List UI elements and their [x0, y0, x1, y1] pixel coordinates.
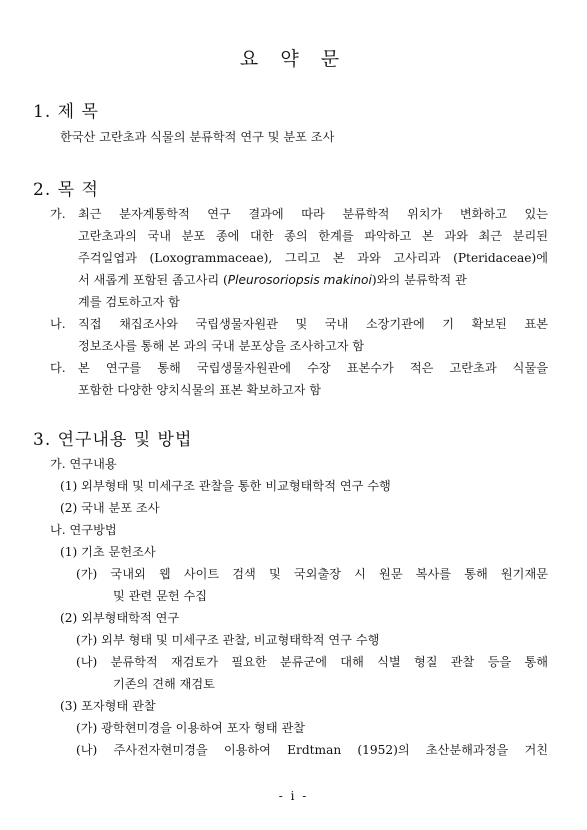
method-1-ga-line-2: 및 관련 문헌 수집	[113, 589, 208, 603]
method-1-title: (1) 기초 문헌조사	[60, 545, 156, 559]
species-name: Pleurosoriopsis makinoi	[227, 273, 372, 287]
section-3-ga-title: 가. 연구내용	[50, 457, 117, 471]
method-2-ga: (가) 외부 형태 및 미세구조 관찰, 비교형태학적 연구 수행	[76, 633, 380, 647]
section-3-na-title: 나. 연구방법	[50, 523, 117, 537]
method-3-ga: (가) 광학현미경을 이용하여 포자 형태 관찰	[76, 721, 306, 735]
section-2-ga-marker: 가.	[50, 207, 66, 221]
section-3-ga-item-2: (2) 국내 분포 조사	[60, 501, 160, 515]
section-2-da-line-2: 포함한 다양한 양치식물의 표본 확보하고자 함	[78, 383, 322, 397]
method-3-title: (3) 포자형태 관찰	[60, 699, 156, 713]
section-3-ga-item-1: (1) 외부형태 및 미세구조 관찰을 통한 비교형태학적 연구 수행	[60, 479, 391, 493]
section-1-text: 한국산 고란초과 식물의 분류학적 연구 및 분포 조사	[60, 130, 335, 144]
section-2-na-marker: 나.	[50, 317, 66, 331]
method-2-na-line-1: (나) 분류학적 재검토가 필요한 분류군에 대해 식별 형질 관찰 등을 통해	[76, 655, 548, 669]
section-2-heading: 2. 목 적	[33, 180, 99, 200]
section-2-na-line-1: 직접 채집조사와 국립생물자원관 및 국내 소장기관에 기 확보된 표본	[78, 317, 548, 331]
section-2-ga-line-2: 고란초과의 국내 분포 종에 대한 종의 한계를 파악하고 본 과와 최근 분리된	[78, 229, 548, 243]
section-2-ga-line-3: 주걱일엽과 (Loxogrammaceae), 그리고 본 과와 고사리과 (Pteridaceae)에	[78, 251, 548, 265]
method-2-na-line-2: 기존의 견해 재검토	[113, 677, 215, 691]
section-2-ga-line-5: 계를 검토하고자 함	[78, 295, 180, 309]
page-number: - i -	[278, 789, 309, 803]
method-2-title: (2) 외부형태학적 연구	[60, 611, 180, 625]
section-2-da-line-1: 본 연구를 통해 국립생물자원관에 수장 표본수가 적은 고란초과 식물을	[78, 361, 548, 375]
section-2-ga-line-4	[78, 274, 548, 286]
section-3-heading: 3. 연구내용 및 방법	[33, 430, 193, 450]
section-2-ga-line-1: 최근 분자계통학적 연구 결과에 따라 분류학적 위치가 변화하고 있는	[78, 207, 548, 221]
method-1-ga-line-1: (가) 국내외 웹 사이트 검색 및 국외출장 시 원문 복사를 통해 원기재문	[76, 567, 548, 581]
page-title: 요 약 문	[239, 48, 348, 70]
method-3-na: (나) 주사전자현미경을 이용하여 Erdtman (1952)의 초산분해과정을 거친	[76, 743, 548, 757]
section-2-da-marker: 다.	[50, 361, 66, 375]
section-2-ga-line-4-pre: 서 새롭게 포함된 좀고사리 (	[78, 273, 228, 287]
section-2-ga-line-4-post: )와의 분류학적 관	[371, 273, 467, 287]
section-2-na-line-2: 정보조사를 통해 본 과의 국내 분포상을 조사하고자 함	[78, 339, 365, 353]
section-1-heading: 1. 제 목	[33, 102, 99, 122]
